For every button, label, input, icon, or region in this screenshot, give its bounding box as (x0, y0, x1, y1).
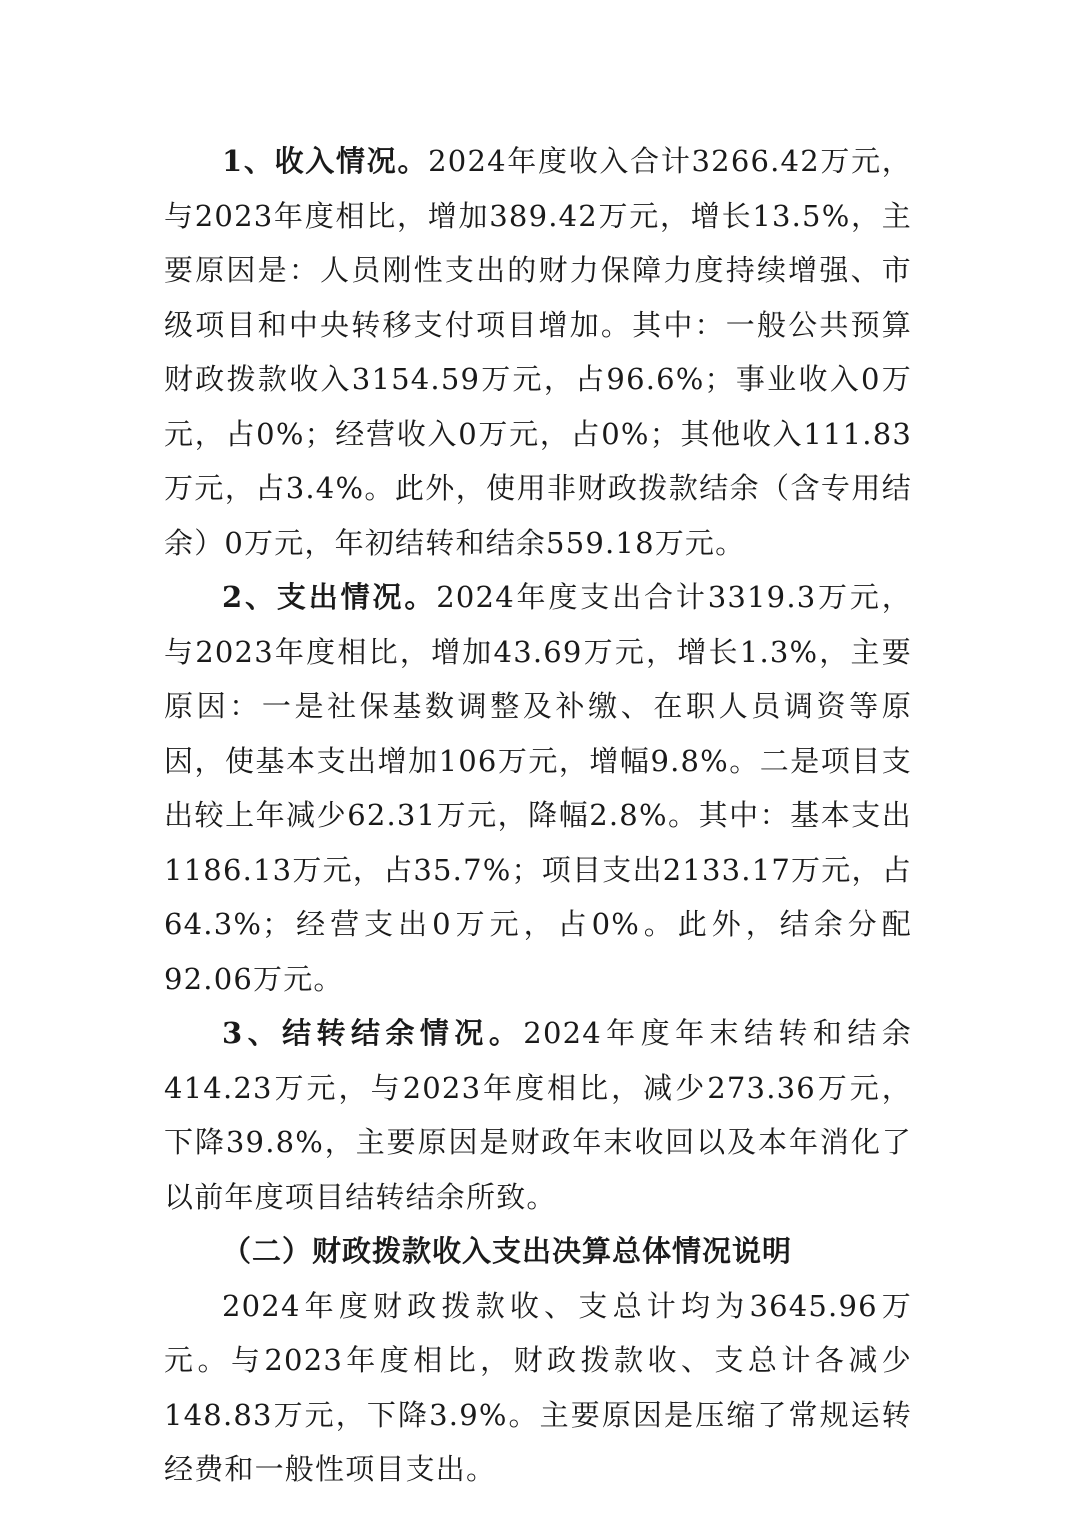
balance-text: 2024年度年末结转和结余414.23万元，与2023年度相比，减少273.36万元，下降39.8%，主要原因是财政年末收回以及本年消化了以前年度项目结转结余所致。 (164, 1016, 913, 1214)
document-body (164, 134, 912, 1497)
income-paragraph (164, 134, 912, 570)
closing-paragraph: 2024年度财政拨款收、支总计均为3645.96万元。与2023年度相比，财政拨款收、支总计各减少148.83万元，下降3.9%。主要原因是压缩了常规运转经费和一般性项目支出。 (164, 1288, 912, 1486)
income-lead: 1、收入情况。 (222, 144, 429, 178)
balance-lead: 3、结转结余情况。 (222, 1016, 524, 1050)
income-text: 2024年度收入合计3266.42万元，与2023年度相比，增加389.42万元，增长13.5%，主要原因是：人员刚性支出的财力保障力度持续增强、市级项目和中央转移支付项目增加。其中：一般公共预算财政拨款收入3154.59万元，占96.6%；事业收入0万元，占0%；经营收入0万元，占0%；其他收入111.83万元，占3.4%。此外，使用非财政拨款结余（含专用结余）0万元，年初结转和结余559.18万元。 (164, 144, 912, 560)
expenditure-text: 2024年度支出合计3319.3万元，与2023年度相比，增加43.69万元，增长1.3%，主要原因：一是社保基数调整及补缴、在职人员调资等原因，使基本支出增加106万元，增幅9.8%。二是项目支出较上年减少62.31万元，降幅2.8%。其中：基本支出1186.13万元，占35.7%；项目支出2133.17万元，占64.3%；经营支出0万元，占0%。此外，结余分配92.06万元。 (164, 580, 912, 996)
balance-paragraph (164, 1006, 912, 1224)
expenditure-paragraph (164, 570, 912, 1006)
expenditure-lead: 2、支出情况。 (222, 580, 437, 614)
section-heading: （二）财政拨款收入支出决算总体情况说明 (222, 1234, 793, 1268)
